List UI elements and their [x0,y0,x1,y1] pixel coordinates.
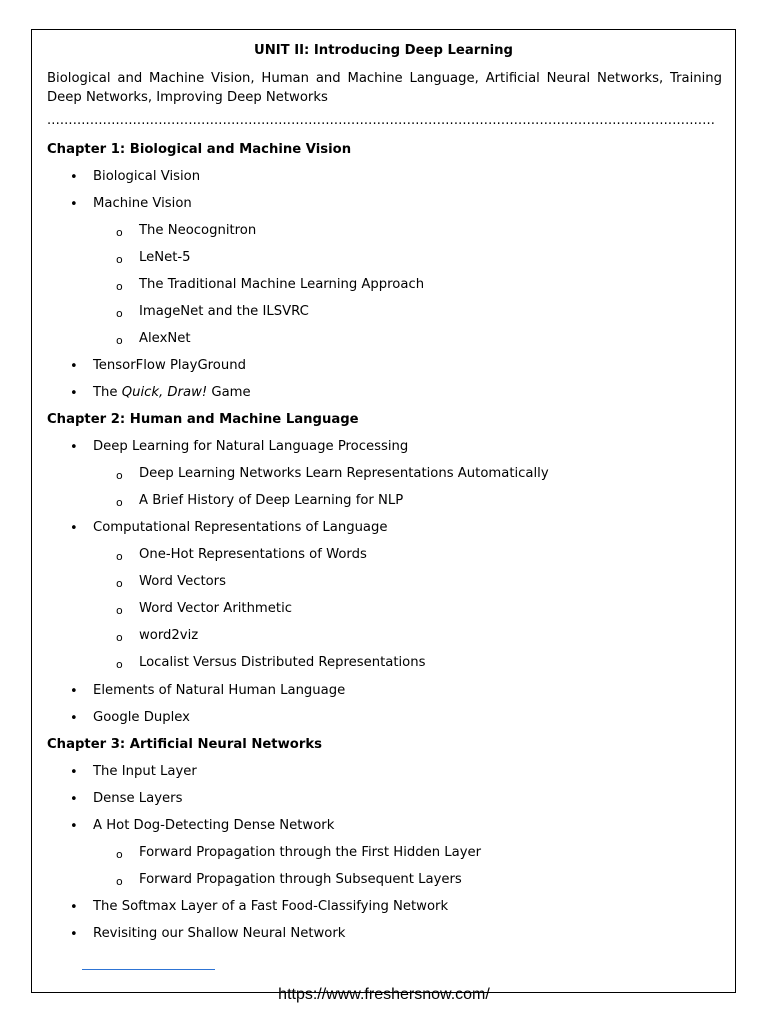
chapter-1-heading: Chapter 1: Biological and Machine Vision [47,142,352,157]
sub-list-item: The Traditional Machine Learning Approach [139,277,425,292]
list-item: Deep Learning for Natural Language Processing [93,439,409,454]
bullet-icon: • [70,792,78,807]
item-suffix: Game [211,385,251,400]
sub-list-item: LeNet-5 [139,250,191,265]
sub-bullet-icon: o [116,658,123,671]
sub-bullet-icon: o [116,469,123,482]
sub-bullet-icon: o [116,577,123,590]
dotted-separator: ............................................................................................................................................................ [47,113,716,128]
sub-bullet-icon: o [116,307,123,320]
sub-bullet-icon: o [116,334,123,347]
bullet-icon: • [70,386,78,401]
link-underline-rule [82,969,215,970]
bullet-icon: • [70,711,78,726]
list-item [93,385,251,400]
sub-list-item: One-Hot Representations of Words [139,547,367,562]
bullet-icon: • [70,521,78,536]
list-item: Elements of Natural Human Language [93,683,346,698]
list-item: TensorFlow PlayGround [93,358,246,373]
sub-bullet-icon: o [116,496,123,509]
bullet-icon: • [70,440,78,455]
sub-bullet-icon: o [116,253,123,266]
sub-list-item: Deep Learning Networks Learn Representations Automatically [139,466,549,481]
sub-bullet-icon: o [116,550,123,563]
sub-list-item: Forward Propagation through Subsequent Layers [139,872,462,887]
list-item: Dense Layers [93,791,183,806]
footer-url[interactable]: https://www.freshersnow.com/ [278,986,490,1003]
bullet-icon: • [70,927,78,942]
list-item: Google Duplex [93,710,190,725]
item-italic-title: Quick, Draw! [121,385,208,400]
sub-bullet-icon: o [116,604,123,617]
bullet-icon: • [70,170,78,185]
list-item: Biological Vision [93,169,201,184]
list-item: Machine Vision [93,196,192,211]
list-item: The Input Layer [93,764,197,779]
sub-list-item: Word Vectors [139,574,226,589]
chapter-3-heading: Chapter 3: Artificial Neural Networks [47,737,322,752]
chapter-2-heading: Chapter 2: Human and Machine Language [47,412,359,427]
bullet-icon: • [70,900,78,915]
sub-bullet-icon: o [116,631,123,644]
bullet-icon: • [70,359,78,374]
list-item: The Softmax Layer of a Fast Food-Classifying Network [93,899,449,914]
sub-list-item: The Neocognitron [139,223,257,238]
unit-intro: Biological and Machine Vision, Human and Machine Language, Artificial Neural Networks, Training Deep Networks, Improving Deep Networks [47,71,722,105]
bullet-icon: • [70,197,78,212]
sub-bullet-icon: o [116,226,123,239]
sub-bullet-icon: o [116,875,123,888]
sub-bullet-icon: o [116,280,123,293]
unit-title: UNIT II: Introducing Deep Learning [253,43,514,58]
item-prefix: The [93,385,118,400]
sub-bullet-icon: o [116,848,123,861]
sub-list-item: AlexNet [139,331,191,346]
sub-list-item: A Brief History of Deep Learning for NLP [139,493,404,508]
bullet-icon: • [70,819,78,834]
list-item: Computational Representations of Language [93,520,388,535]
sub-list-item: word2viz [139,628,199,643]
sub-list-item: Word Vector Arithmetic [139,601,292,616]
sub-list-item: Localist Versus Distributed Representations [139,655,426,670]
list-item: Revisiting our Shallow Neural Network [93,926,346,941]
sub-list-item: ImageNet and the ILSVRC [139,304,309,319]
bullet-icon: • [70,765,78,780]
sub-list-item: Forward Propagation through the First Hidden Layer [139,845,482,860]
list-item: A Hot Dog-Detecting Dense Network [93,818,335,833]
bullet-icon: • [70,684,78,699]
